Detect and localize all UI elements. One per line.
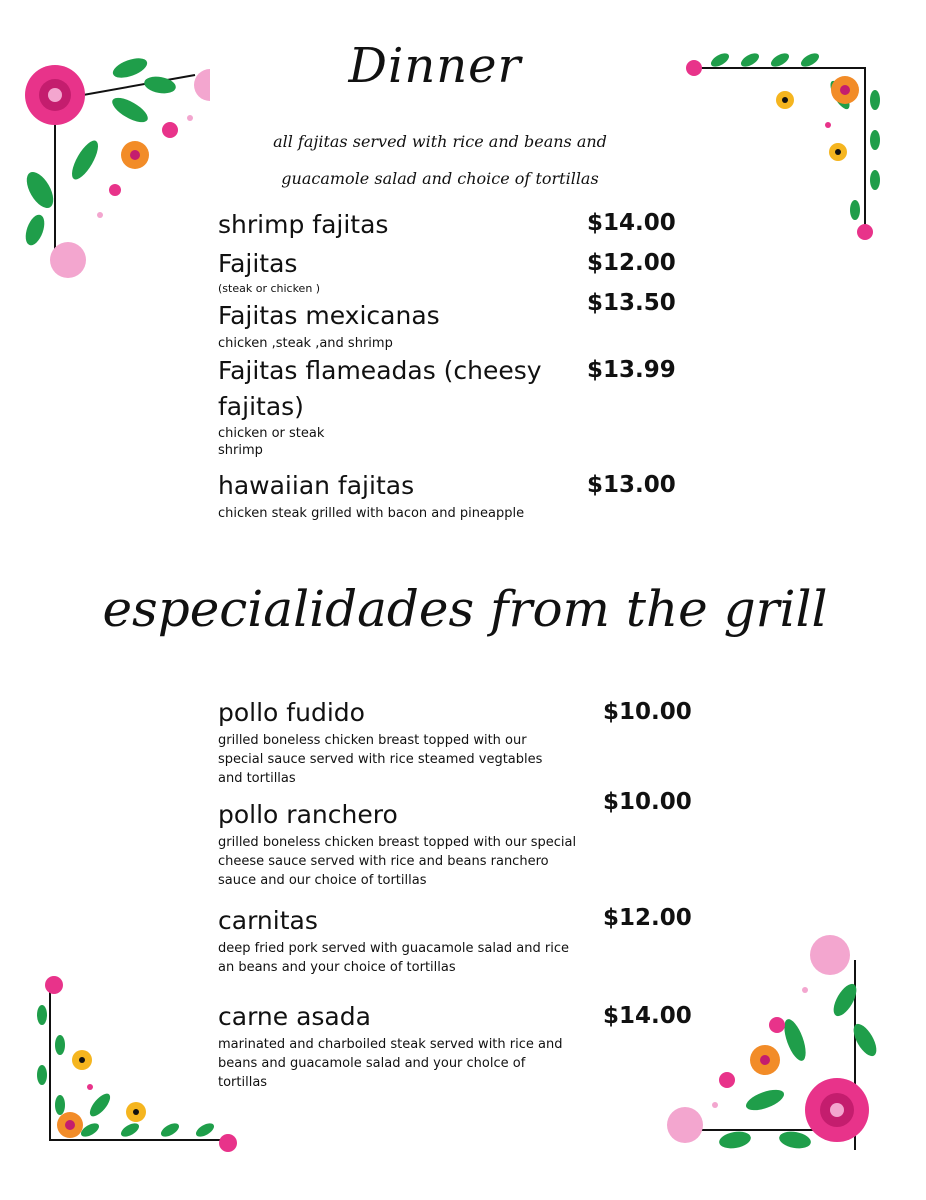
- menu-item-name: pollo fudido: [218, 698, 365, 727]
- menu-item-name: carnitas: [218, 906, 318, 935]
- menu-item-price: $13.99: [587, 357, 676, 383]
- menu-item-description-line1: grilled boneless chicken breast topped with our special: [218, 835, 577, 850]
- menu-item-price: $12.00: [603, 905, 692, 931]
- menu-item-name: shrimp fajitas: [218, 210, 389, 239]
- grill-section-title: especialidades from the grill: [102, 580, 828, 638]
- dinner-subtitle-line1: all fajitas served with rice and beans and: [273, 132, 607, 151]
- menu-item-description-line1: marinated and charboiled steak served with rice and: [218, 1037, 563, 1052]
- menu-item-name: Fajitas: [218, 249, 298, 278]
- menu-item-price: $14.00: [587, 210, 676, 236]
- menu-item-description-line3: and tortillas: [218, 771, 296, 786]
- menu-item-price: $13.50: [587, 290, 676, 316]
- menu-item-fajitas-flameadas: [218, 353, 578, 459]
- menu-item-description: (steak or chicken ): [218, 282, 321, 295]
- menu-item-price: $10.00: [603, 789, 692, 815]
- menu-item-description-line2: beans and guacamole salad and your cholce of: [218, 1056, 526, 1071]
- floral-corner-bottom-left: [30, 975, 240, 1170]
- menu-item-name: pollo ranchero: [218, 800, 398, 829]
- menu-item-price: $10.00: [603, 699, 692, 725]
- menu-item-pollo-fudido: [218, 695, 598, 788]
- menu-item-hawaiian-fajitas: [218, 468, 618, 523]
- menu-item-name-line2: fajitas): [218, 392, 304, 421]
- menu-item-name: carne asada: [218, 1002, 371, 1031]
- menu-item-description-line2: special sauce served with rice steamed vegtables: [218, 752, 543, 767]
- menu-item-name: Fajitas mexicanas: [218, 301, 440, 330]
- menu-item-description-line1: chicken or steak: [218, 426, 325, 441]
- menu-item-description: chicken ,steak ,and shrimp: [218, 336, 393, 351]
- menu-item-price: $12.00: [587, 250, 676, 276]
- menu-item-price: $13.00: [587, 472, 676, 498]
- floral-corner-top-left: [10, 50, 210, 290]
- menu-item-fajitas-mexicanas: [218, 298, 578, 353]
- menu-item-description-line2: an beans and your choice of tortillas: [218, 960, 456, 975]
- menu-item-description-line3: sauce and our choice of tortillas: [218, 873, 427, 888]
- menu-item-pollo-ranchero: [218, 797, 598, 890]
- menu-item-description-line3: tortillas: [218, 1075, 268, 1090]
- floral-corner-top-right: [680, 40, 895, 245]
- floral-corner-bottom-right: [655, 930, 895, 1160]
- menu-item-description-line2: cheese sauce served with rice and beans ranchero: [218, 854, 549, 869]
- menu-item-name-line1: Fajitas flameadas (cheesy: [218, 356, 542, 385]
- dinner-subtitle-line2: guacamole salad and choice of tortillas: [281, 169, 599, 188]
- menu-item-carne-asada: [218, 999, 598, 1092]
- menu-item-name: hawaiian fajitas: [218, 471, 415, 500]
- menu-item-carnitas: [218, 903, 598, 977]
- menu-item-shrimp-fajitas: [218, 207, 578, 243]
- menu-item-fajitas: [218, 246, 578, 296]
- dinner-title: Dinner: [348, 38, 522, 94]
- menu-item-price: $14.00: [603, 1003, 692, 1029]
- menu-item-description: chicken steak grilled with bacon and pineapple: [218, 506, 525, 521]
- menu-item-description-line1: grilled boneless chicken breast topped with our: [218, 733, 527, 748]
- menu-item-description-line2: shrimp: [218, 443, 263, 458]
- menu-item-description-line1: deep fried pork served with guacamole salad and rice: [218, 941, 569, 956]
